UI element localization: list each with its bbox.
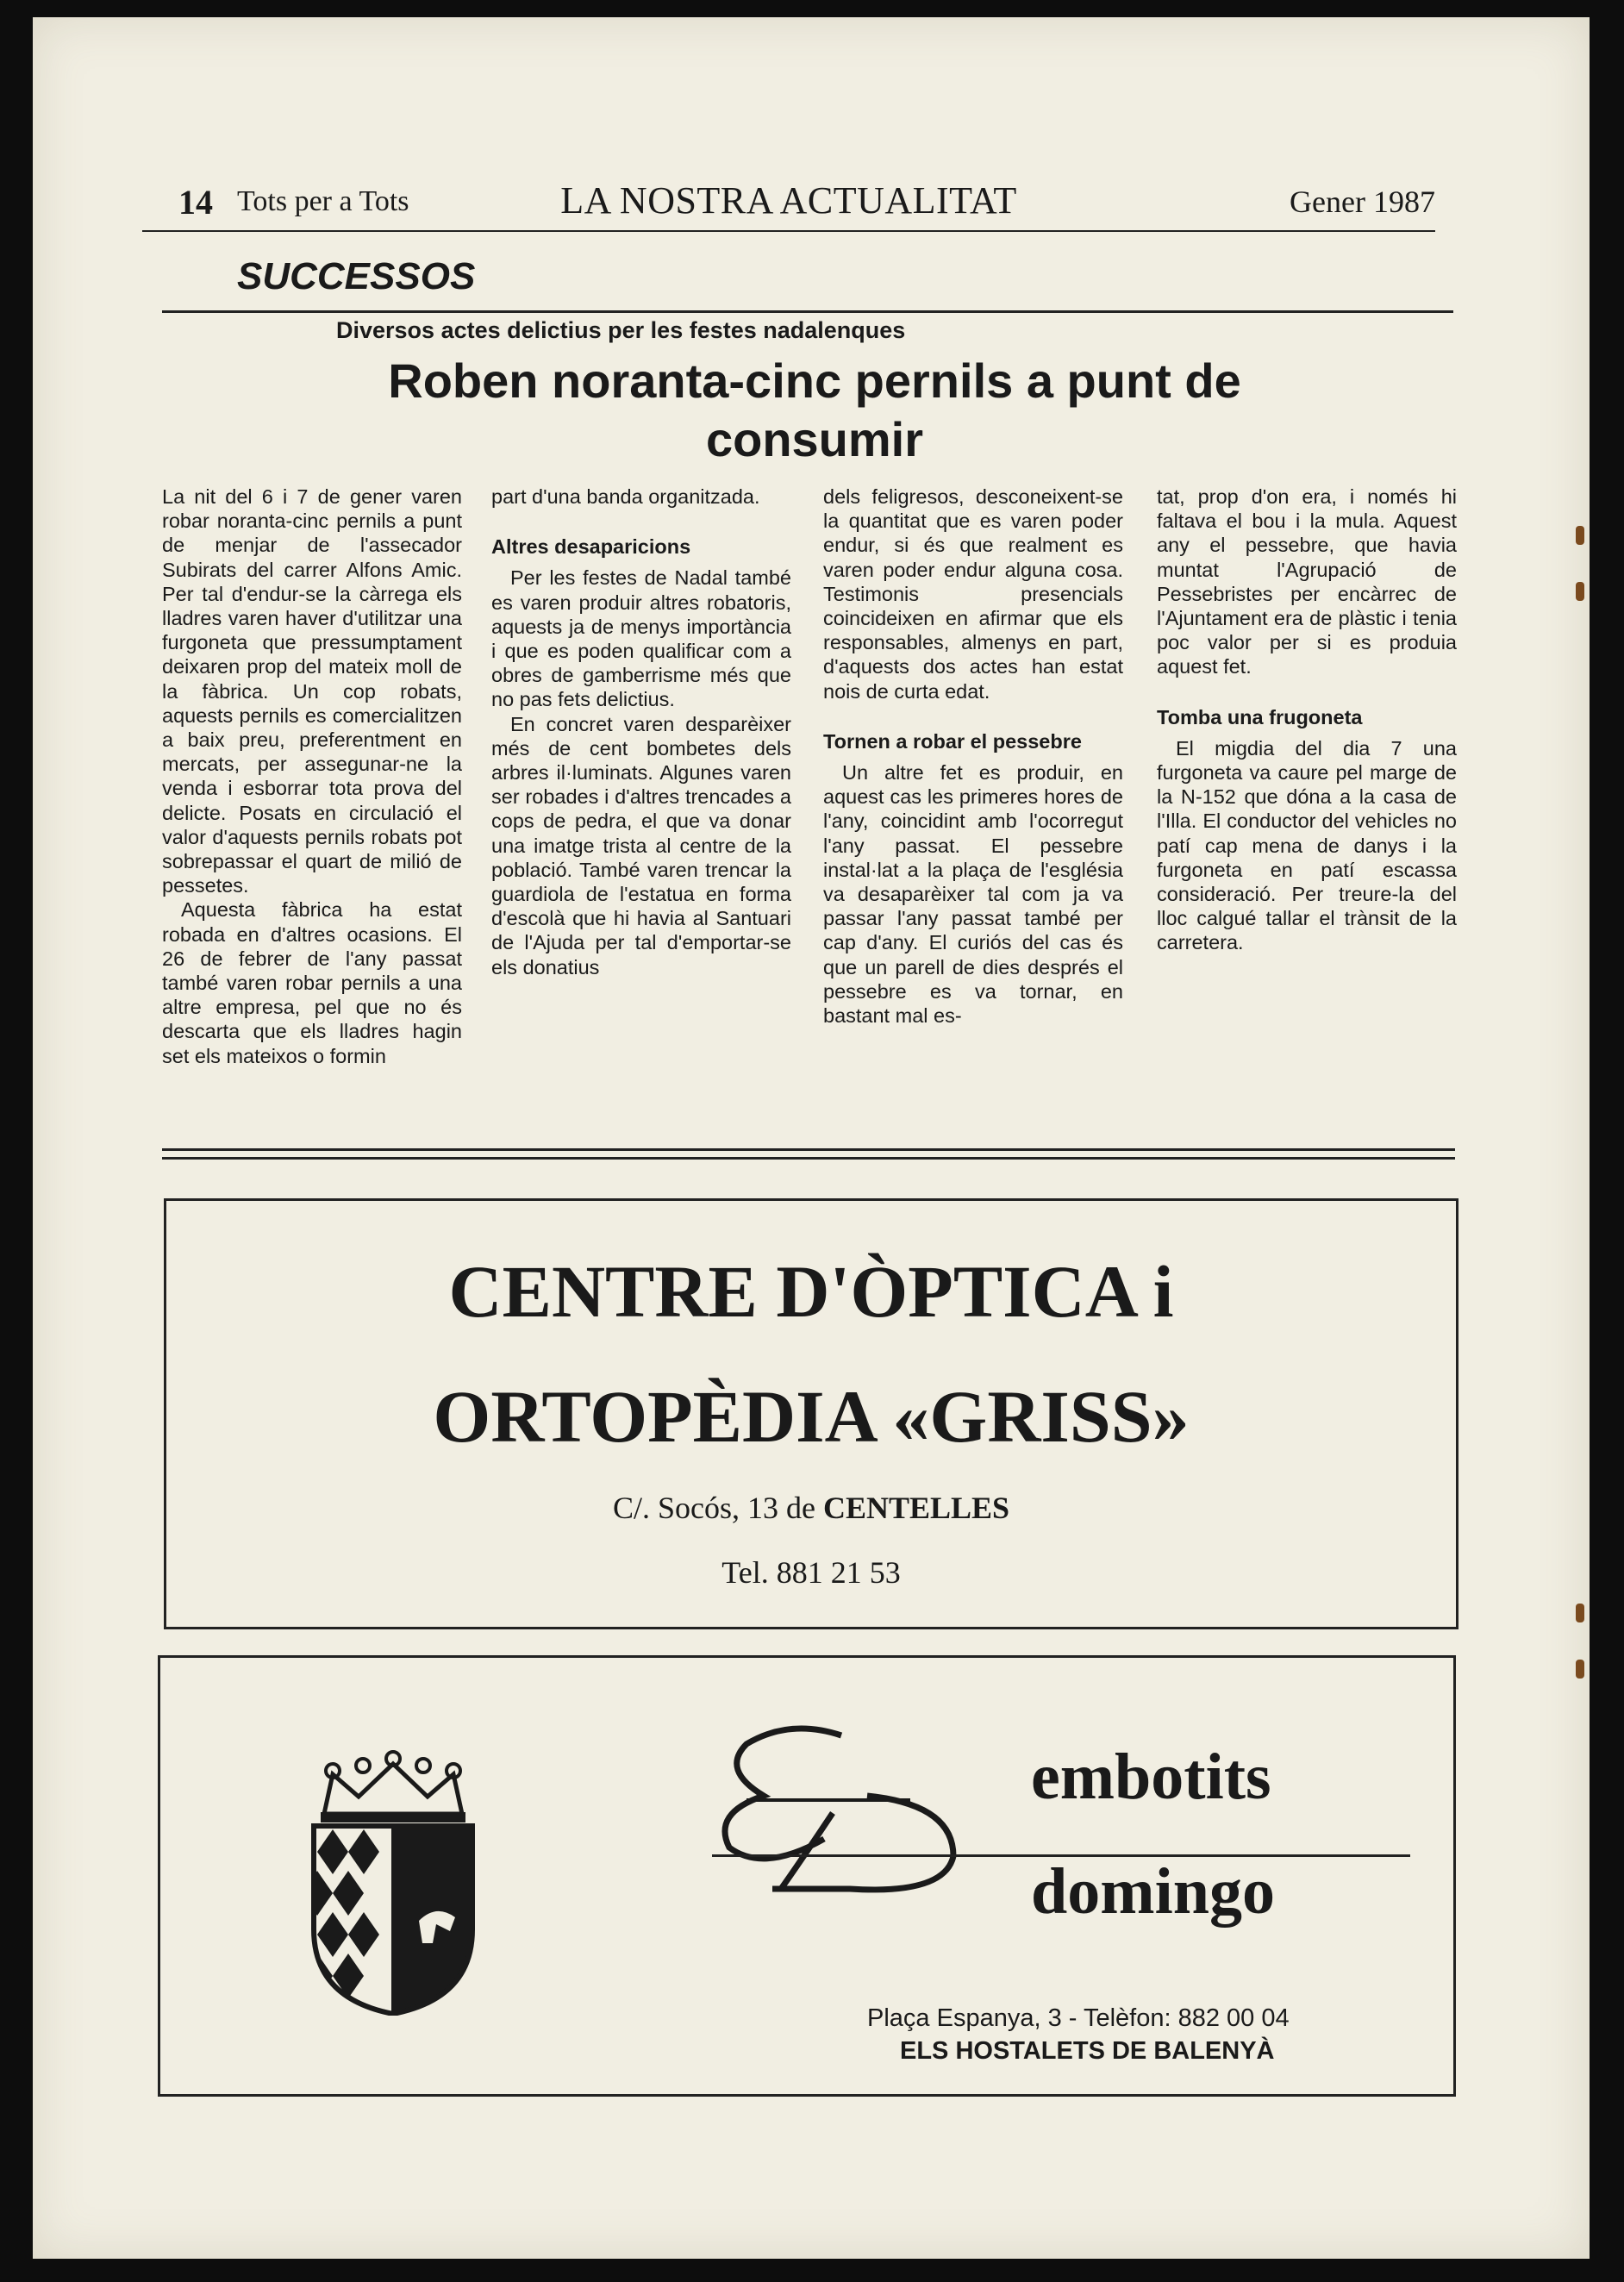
paragraph: tat, prop d'on era, i només hi faltava el bou i la mula. Aquest any el pessebre, que havia muntat l'Agrupació de Pessebristes per encàrrec de l'Ajuntament era de plàstic i tenia poc valor per si es produia aquest fet. (1157, 485, 1457, 678)
article-column-2 (491, 485, 791, 979)
ad-title-line-1: CENTRE D'ÒPTICA i (448, 1250, 1174, 1333)
section-name: Tots per a Tots (237, 185, 409, 217)
section-label: SUCCESSOS (237, 255, 476, 297)
article-kicker: Diversos actes delictius per les festes nadalenques (336, 317, 906, 343)
binding-staple-mark (1576, 526, 1584, 545)
paragraph: dels feligresos, desconeixent-se la quantitat que es varen poder endur, si és que realment es varen poder endur alguna cosa. Testimonis presencials coincideixen en afirmar que els responsables, almenys en part, d'aquests dos actes han estat nois de curta edat. (823, 485, 1123, 703)
divider-rule (162, 1148, 1455, 1151)
ad-address-street: C/. Socós, 13 de (612, 1491, 815, 1525)
brand-name-line-2: domingo (1031, 1855, 1275, 1928)
section-rule (162, 310, 1453, 313)
divider-rule (162, 1157, 1455, 1160)
article-headline: Roben noranta-cinc pernils a punt de consumir (388, 353, 1241, 466)
article-column-1 (162, 485, 462, 1068)
subheading: Altres desaparicions (491, 535, 691, 559)
paragraph: Per les festes de Nadal també es varen produir altres robatoris, aquests ja de menys importància i que es poden qualificar com a obres de gamberrisme més que no pas fets delictius. (491, 566, 791, 711)
page-header (142, 168, 1435, 232)
ad-address-town: CENTELLES (822, 1491, 1010, 1525)
page-number: 14 (178, 183, 213, 222)
binding-staple-mark (1576, 582, 1584, 601)
issue-date: Gener 1987 (1290, 184, 1435, 219)
paragraph: En concret varen desparèixer més de cent bombetes dels arbres il·luminats. Algunes varen ser robades i d'altres trencades a cops de pedra, el que va donar una imatge trista al centre de la població. També varen trencar la guardiola de l'estatua en forma d'escolà que hi havia al Santuari de l'Ajuda per tal d'emportar-se els donatius (491, 712, 791, 978)
binding-staple-mark (1576, 1660, 1584, 1679)
paragraph: El migdia del dia 7 una furgoneta va caure pel marge de la N-152 que dóna a la casa de l'Illa. El conductor del vehicles no patí cap mena de danys i la furgoneta en patí escassa consideració. Per treure-la del lloc calgué tallar el trànsit de la carretera. (1157, 736, 1457, 954)
embotits-advertisement (158, 1655, 1456, 2097)
ad-telephone: Tel. 881 21 53 (721, 1555, 901, 1590)
paragraph: Un altre fet es produir, en aquest cas les primeres hores de l'any, coincidint amb l'ocorregut l'any passat. El pessebre instal·lat a la plaça de l'església va desaparèixer tal com ja va passar l'any passat també per cap d'any. El curiós del cas és que un parell de dies després el pessebre es va tornar, en bastant mal es- (823, 761, 1123, 1028)
subheading: Tornen a robar el pessebre (823, 729, 1082, 753)
ad-address (166, 1490, 1456, 1526)
subheading: Tomba una frugoneta (1157, 705, 1363, 728)
article-column-3 (823, 485, 1123, 1028)
publication-title: LA NOSTRA ACTUALITAT (560, 179, 1017, 222)
paragraph: Aquesta fàbrica ha estat robada en d'altres ocasions. El 26 de febrer de l'any passat també varen robar pernils a una altre empresa, pel que no és descarta que els lladres hagin set els mateixos o formin (162, 898, 462, 1067)
ad-address: Plaça Espanya, 3 - Telèfon: 882 00 04 (867, 2004, 1290, 2032)
brand-name-line-1: embotits (1031, 1741, 1271, 1813)
binding-staple-mark (1576, 1604, 1584, 1622)
paragraph: La nit del 6 i 7 de gener varen robar noranta-cinc pernils a punt de menjar de l'assecador Subirats del carrer Alfons Amic. Per tal d'endur-se la càrrega els lladres varen haver d'utilitzar una furgoneta que pressumptament deixaren prop del mateix moll de la fàbrica. Un cop robats, aquests pernils es comercialitzen a baix preu, preferentment en mercats, per assegunar-ne la venda i esborrar tota prova del delicte. Posats en circulació el valor d'aquests pernils robats pot sobrepassar el quart de milió de pessetes. (162, 485, 462, 897)
ad-town: ELS HOSTALETS DE BALENYÀ (900, 2037, 1275, 2065)
ad-title-line-2: ORTOPÈDIA «GRISS» (433, 1375, 1190, 1458)
optica-advertisement (164, 1198, 1458, 1629)
ed-monogram-icon (695, 1718, 971, 1899)
article-column-4 (1157, 485, 1457, 955)
paragraph: part d'una banda organitzada. (491, 485, 760, 508)
crowned-shield-icon (298, 1740, 488, 2016)
